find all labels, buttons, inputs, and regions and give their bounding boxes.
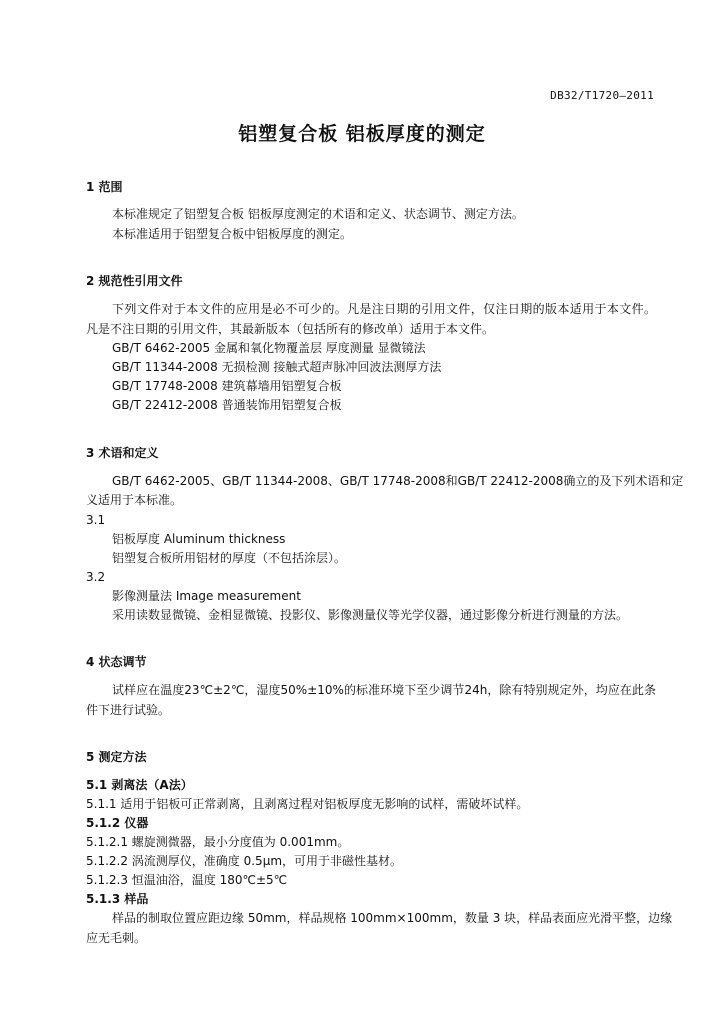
section-3-intro-line-1: GB/T 6462-2005、GB/T 11344-2008、GB/T 17748-2008和GB/T 22412-2008确立的及下列术语和定 [112,474,684,488]
standard-code: DB32/T1720—2011 [550,89,654,102]
section-2-intro-line-2: 凡是不注日期的引用文件，其最新版本（包括所有的修改单）适用于本文件。 [86,322,495,336]
term-3-2-definition: 采用读数显微镜、金相显微镜、投影仪、影像测量仪等光学仪器，通过影像分析进行测量的方法。 [112,608,629,622]
section-3-intro-line-2: 义适用于本标准。 [86,493,183,507]
sample-line-2: 应无毛刺。 [86,931,147,945]
reference-item: GB/T 6462-2005 金属和氧化物覆盖层 厚度测量 显微镜法 [112,341,426,355]
clause-5-1: 5.1 剥离法（A法） [86,778,193,792]
section-5-heading: 5 测定方法 [86,750,147,764]
section-3-heading: 3 术语和定义 [86,446,159,460]
sample-line-1: 样品的制取位置应距边缘 50mm，样品规格 100mm×100mm，数量 3 块，样品表面应光滑平整，边缘 [112,911,673,925]
reference-item: GB/T 17748-2008 建筑幕墙用铝塑复合板 [112,379,342,393]
section-2-intro-line-1: 下列文件对于本文件的应用是必不可少的。凡是注日期的引用文件，仅注日期的版本适用于本文件。 [112,302,656,316]
term-3-1-title: 铝板厚度 Aluminum thickness [112,532,286,546]
document-title: 铝塑复合板 铝板厚度的测定 [238,123,486,145]
clause-5-1-3: 5.1.3 样品 [86,892,149,906]
reference-item: GB/T 22412-2008 普通装饰用铝塑复合板 [112,398,342,412]
section-2-heading: 2 规范性引用文件 [86,274,183,288]
clause-5-1-2-1: 5.1.2.1 螺旋测微器，最小分度值为 0.001mm。 [86,835,350,849]
section-4-line-2: 件下进行试验。 [86,703,171,717]
reference-item: GB/T 11344-2008 无损检测 接触式超声脉冲回波法测厚方法 [112,360,442,374]
term-3-2-title: 影像测量法 Image measurement [112,589,301,603]
section-1-paragraph-2: 本标准适用于铝塑复合板中铝板厚度的测定。 [112,227,353,241]
term-3-2-number: 3.2 [86,570,106,584]
term-3-1-definition: 铝塑复合板所用铝材的厚度（不包括涂层）。 [112,551,347,565]
clause-5-1-2: 5.1.2 仪器 [86,816,149,830]
clause-5-1-1: 5.1.1 适用于铝板可正常剥离，且剥离过程对铝板厚度无影响的试样，需破坏试样。 [86,797,529,811]
clause-5-1-2-3: 5.1.2.3 恒温油浴，温度 180℃±5℃ [86,873,288,887]
section-1-paragraph-1: 本标准规定了铝塑复合板 铝板厚度测定的术语和定义、状态调节、测定方法。 [112,207,524,221]
term-3-1-number: 3.1 [86,513,106,527]
section-4-line-1: 试样应在温度23℃±2℃，湿度50%±10%的标准环境下至少调节24h，除有特别规定外，均应在此条 [112,683,656,697]
section-1-heading: 1 范围 [86,180,123,194]
section-4-heading: 4 状态调节 [86,655,147,669]
clause-5-1-2-2: 5.1.2.2 涡流测厚仪，准确度 0.5μm，可用于非磁性基材。 [86,854,403,868]
